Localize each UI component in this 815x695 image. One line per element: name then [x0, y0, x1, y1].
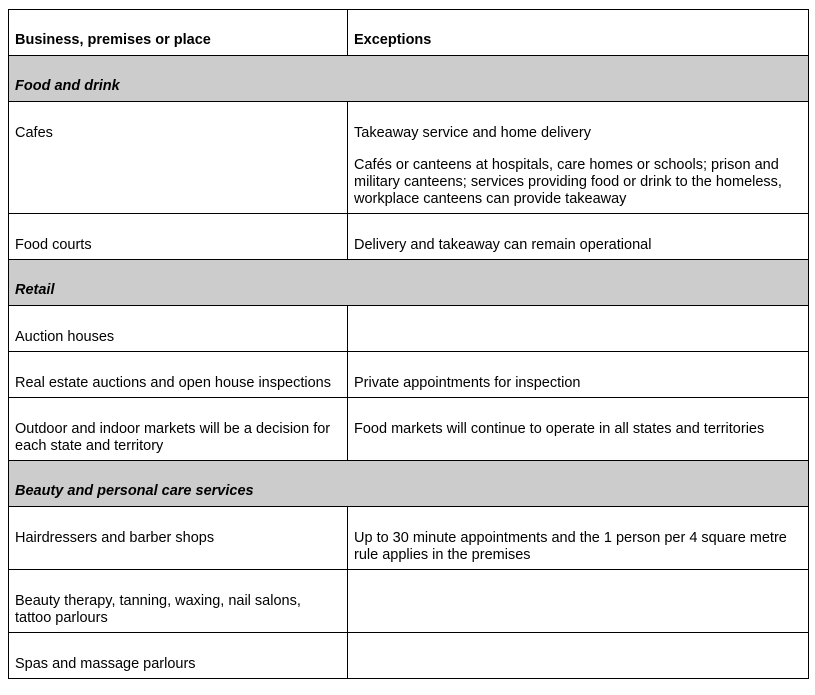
- table-row: [9, 633, 809, 679]
- exceptions-cell: [348, 633, 809, 679]
- table-row: [9, 352, 809, 398]
- header-exceptions: [348, 10, 809, 56]
- restrictions-table-body: [9, 10, 809, 679]
- exception-text: Private appointments for inspection: [354, 375, 581, 391]
- exception-text: Takeaway service and home delivery: [354, 125, 591, 141]
- header-exceptions-label: Exceptions: [354, 32, 432, 48]
- place-cell: [9, 214, 348, 260]
- place-text: Beauty therapy, tanning, waxing, nail salons, tattoo parlours: [15, 593, 301, 626]
- exceptions-cell: [348, 214, 809, 260]
- restrictions-table: [8, 9, 809, 679]
- place-text: Auction houses: [15, 329, 115, 345]
- place-text: Spas and massage parlours: [15, 656, 196, 672]
- section-row-beauty-and-personal-care: [9, 461, 809, 507]
- place-text: Real estate auctions and open house inspections: [15, 375, 331, 391]
- place-cell: [9, 398, 348, 461]
- exception-text: Cafés or canteens at hospitals, care homes or schools; prison and military canteens; services providing food or drink to the homeless, workplace canteens can provide takeaway: [354, 157, 782, 207]
- place-cell: [9, 570, 348, 633]
- place-cell: [9, 633, 348, 679]
- place-text: Food courts: [15, 237, 92, 253]
- table-row: [9, 398, 809, 461]
- exceptions-cell: [348, 507, 809, 570]
- table-row: [9, 507, 809, 570]
- section-title: Beauty and personal care services: [9, 461, 809, 507]
- section-row-retail: [9, 260, 809, 306]
- place-cell: [9, 507, 348, 570]
- table-row: [9, 570, 809, 633]
- exceptions-cell: [348, 102, 809, 214]
- place-cell: [9, 352, 348, 398]
- exceptions-cell: [348, 570, 809, 633]
- exception-text: Food markets will continue to operate in all states and territories: [354, 421, 765, 437]
- place-cell: [9, 102, 348, 214]
- header-place-label: Business, premises or place: [15, 32, 211, 48]
- table-row: [9, 102, 809, 214]
- exceptions-cell: [348, 398, 809, 461]
- place-cell: [9, 306, 348, 352]
- exception-text: Up to 30 minute appointments and the 1 person per 4 square metre rule applies in the premises: [354, 530, 787, 563]
- table-row: [9, 214, 809, 260]
- place-text: Hairdressers and barber shops: [15, 530, 215, 546]
- place-text: Cafes: [15, 125, 53, 141]
- section-title: Retail: [9, 260, 809, 306]
- place-text: Outdoor and indoor markets will be a decision for each state and territory: [15, 421, 331, 454]
- section-row-food-and-drink: [9, 56, 809, 102]
- header-place: [9, 10, 348, 56]
- exceptions-cell: [348, 306, 809, 352]
- section-title: Food and drink: [9, 56, 809, 102]
- exceptions-cell: [348, 352, 809, 398]
- header-row: [9, 10, 809, 56]
- exception-text: Delivery and takeaway can remain operational: [354, 237, 652, 253]
- table-row: [9, 306, 809, 352]
